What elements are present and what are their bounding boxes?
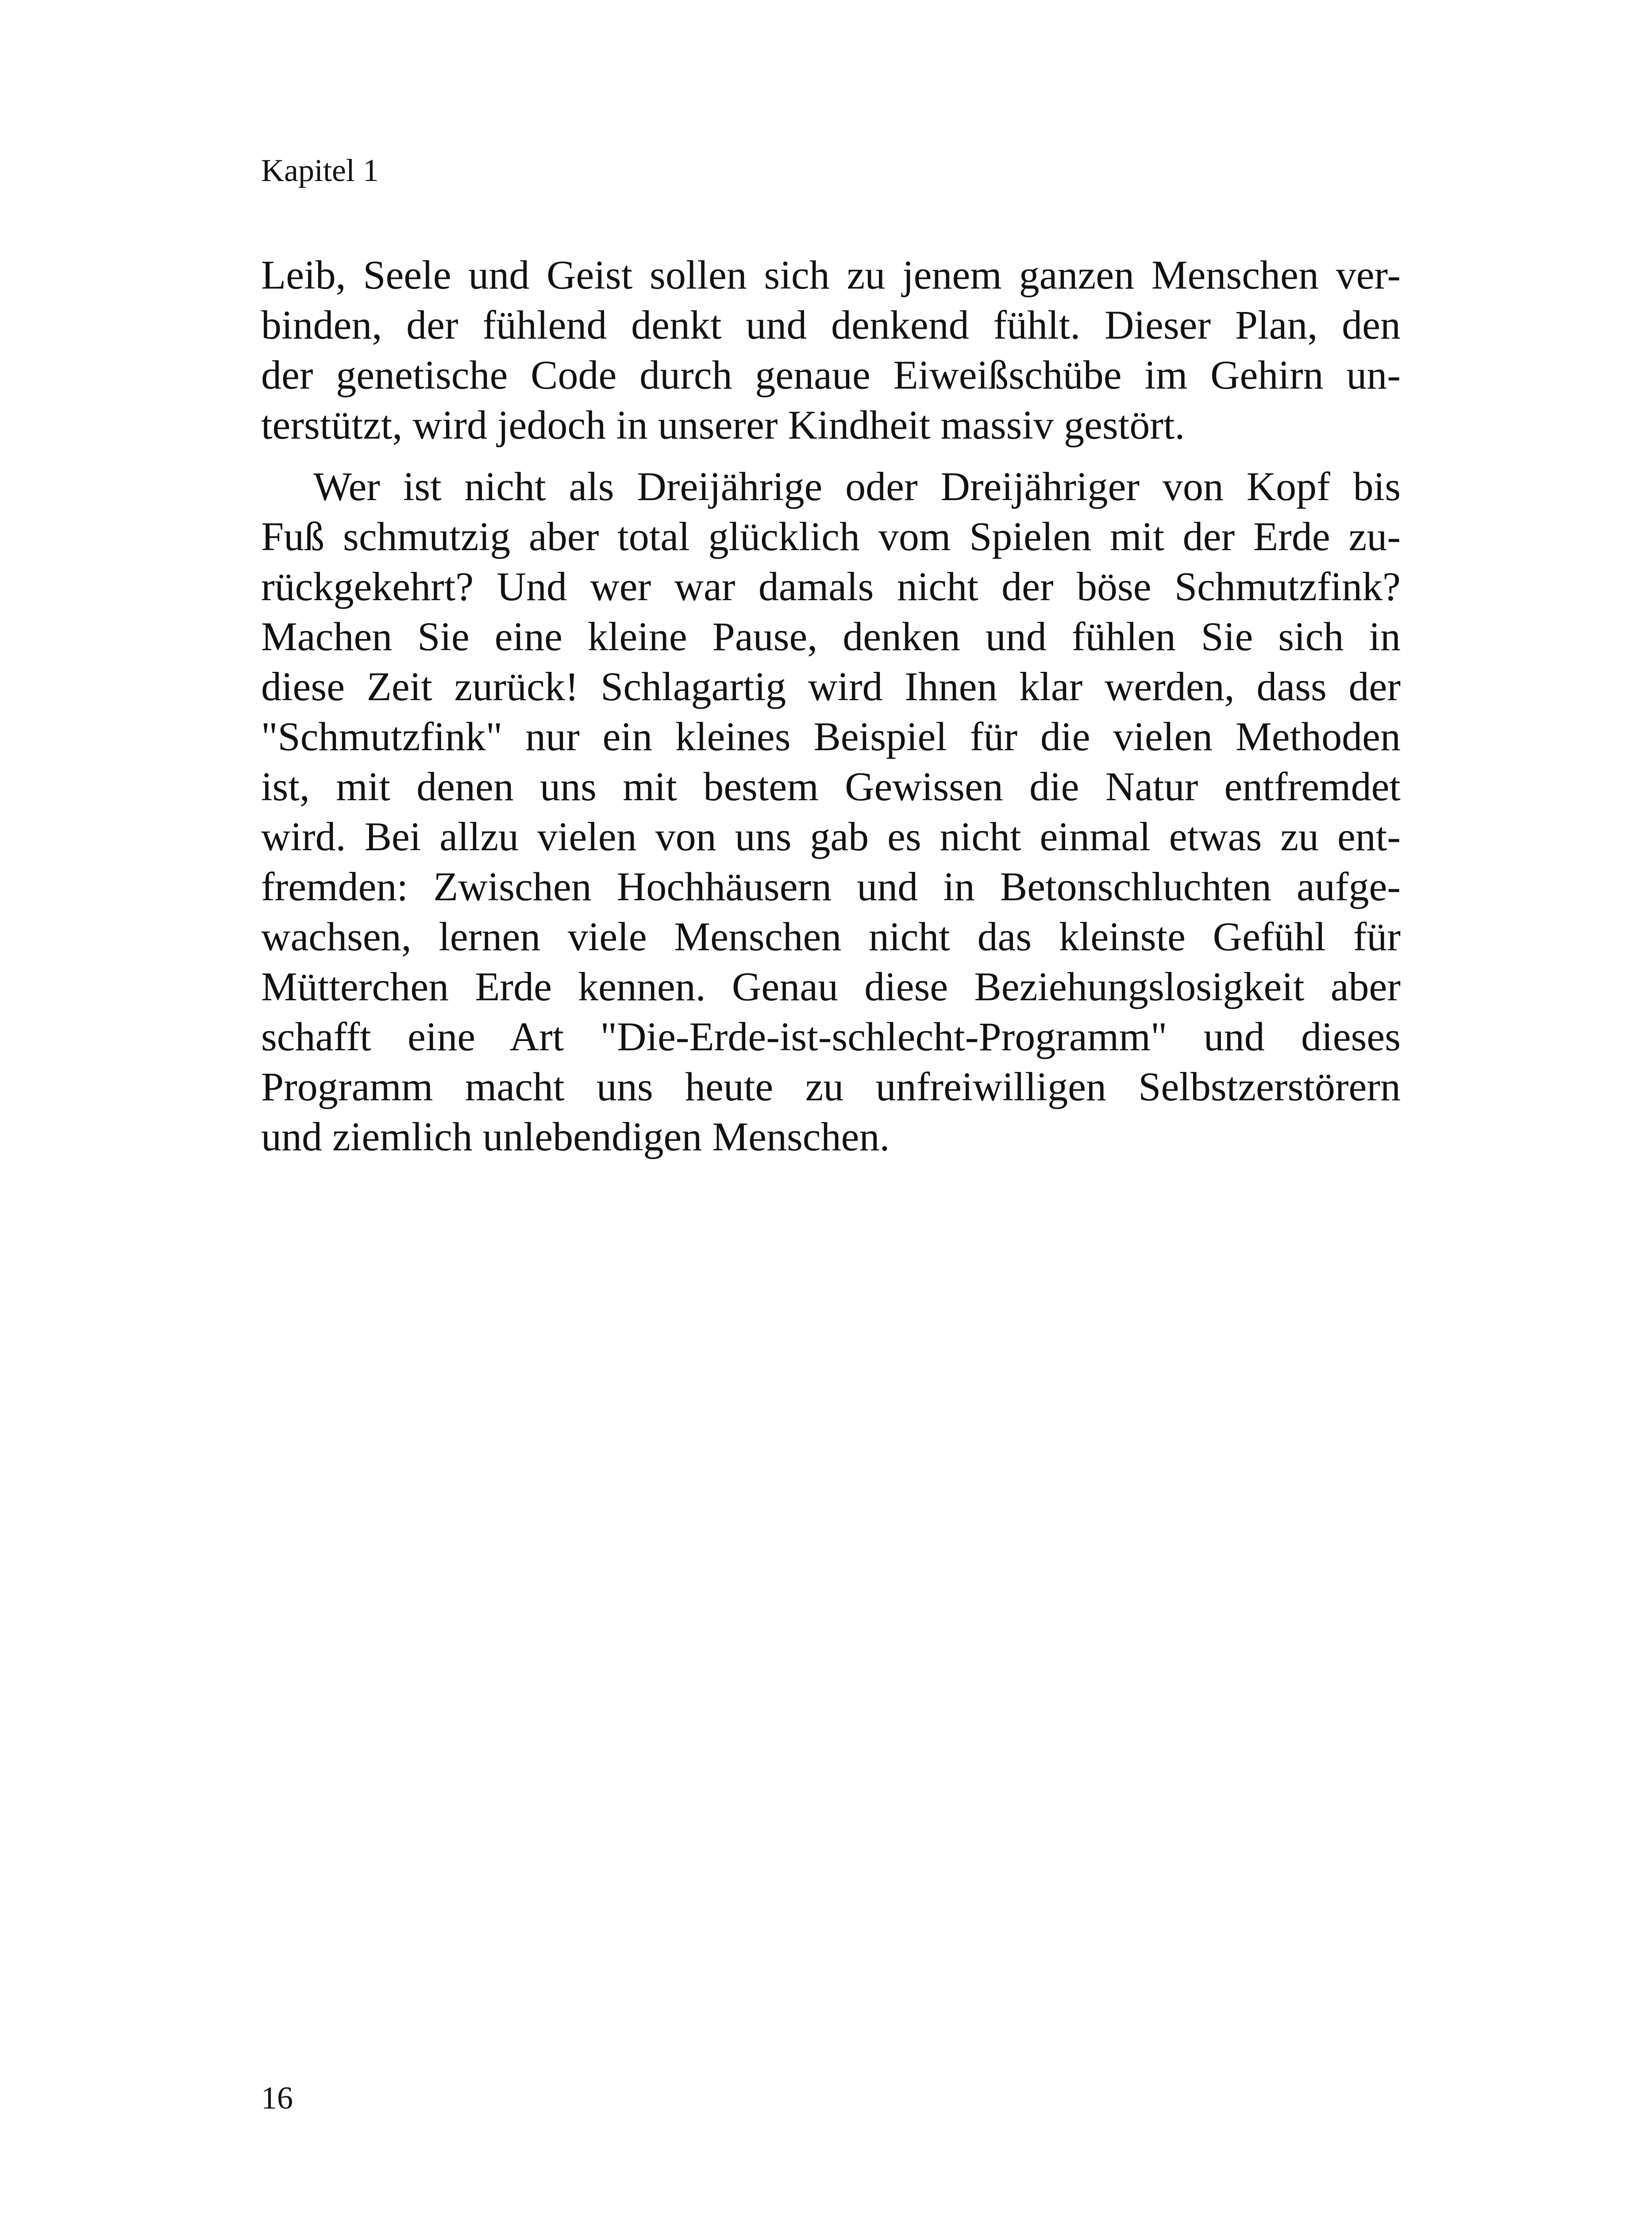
text-line: und ziemlich unlebendigen Menschen. bbox=[261, 1114, 890, 1159]
text-line: wachsen, lernen viele Menschen nicht das kleinste Gefühl für bbox=[261, 914, 1401, 959]
text-line: Leib, Seele und Geist sollen sich zu jenem ganzen Menschen ver- bbox=[261, 252, 1401, 297]
text-line: ist, mit denen uns mit bestem Gewissen die Natur entfremdet bbox=[261, 764, 1401, 809]
text-line: rückgekehrt? Und wer war damals nicht der böse Schmutzfink? bbox=[261, 564, 1401, 609]
paragraph-spacing bbox=[261, 450, 1401, 462]
body-text bbox=[261, 250, 1401, 1162]
text-line: der genetische Code durch genaue Eiweißschübe im Gehirn un- bbox=[261, 352, 1401, 397]
text-line: Machen Sie eine kleine Pause, denken und fühlen Sie sich in bbox=[261, 614, 1401, 659]
text-line: Fuß schmutzig aber total glücklich vom Spielen mit der Erde zu- bbox=[261, 514, 1401, 559]
text-line: binden, der fühlend denkt und denkend fühlt. Dieser Plan, den bbox=[261, 302, 1401, 347]
page-number: 16 bbox=[261, 2080, 293, 2116]
text-line: "Schmutzfink" nur ein kleines Beispiel für die vielen Methoden bbox=[261, 714, 1401, 759]
text-line: fremden: Zwischen Hochhäusern und in Betonschluchten aufge- bbox=[261, 864, 1401, 909]
text-line: Wer ist nicht als Dreijährige oder Dreijähriger von Kopf bis bbox=[313, 464, 1401, 509]
paragraph-1 bbox=[261, 250, 1401, 450]
text-line: terstützt, wird jedoch in unserer Kindheit massiv gestört. bbox=[261, 402, 1185, 447]
paragraph-2 bbox=[261, 462, 1401, 1162]
text-line: diese Zeit zurück! Schlagartig wird Ihnen klar werden, dass der bbox=[261, 664, 1401, 709]
text-line: Programm macht uns heute zu unfreiwilligen Selbstzerstörern bbox=[261, 1064, 1401, 1109]
text-line: Mütterchen Erde kennen. Genau diese Beziehungslosigkeit aber bbox=[261, 964, 1401, 1009]
text-line: wird. Bei allzu vielen von uns gab es nicht einmal etwas zu ent- bbox=[261, 814, 1401, 859]
text-line: schafft eine Art "Die-Erde-ist-schlecht-Programm" und dieses bbox=[261, 1014, 1401, 1059]
running-header: Kapitel 1 bbox=[261, 153, 379, 188]
